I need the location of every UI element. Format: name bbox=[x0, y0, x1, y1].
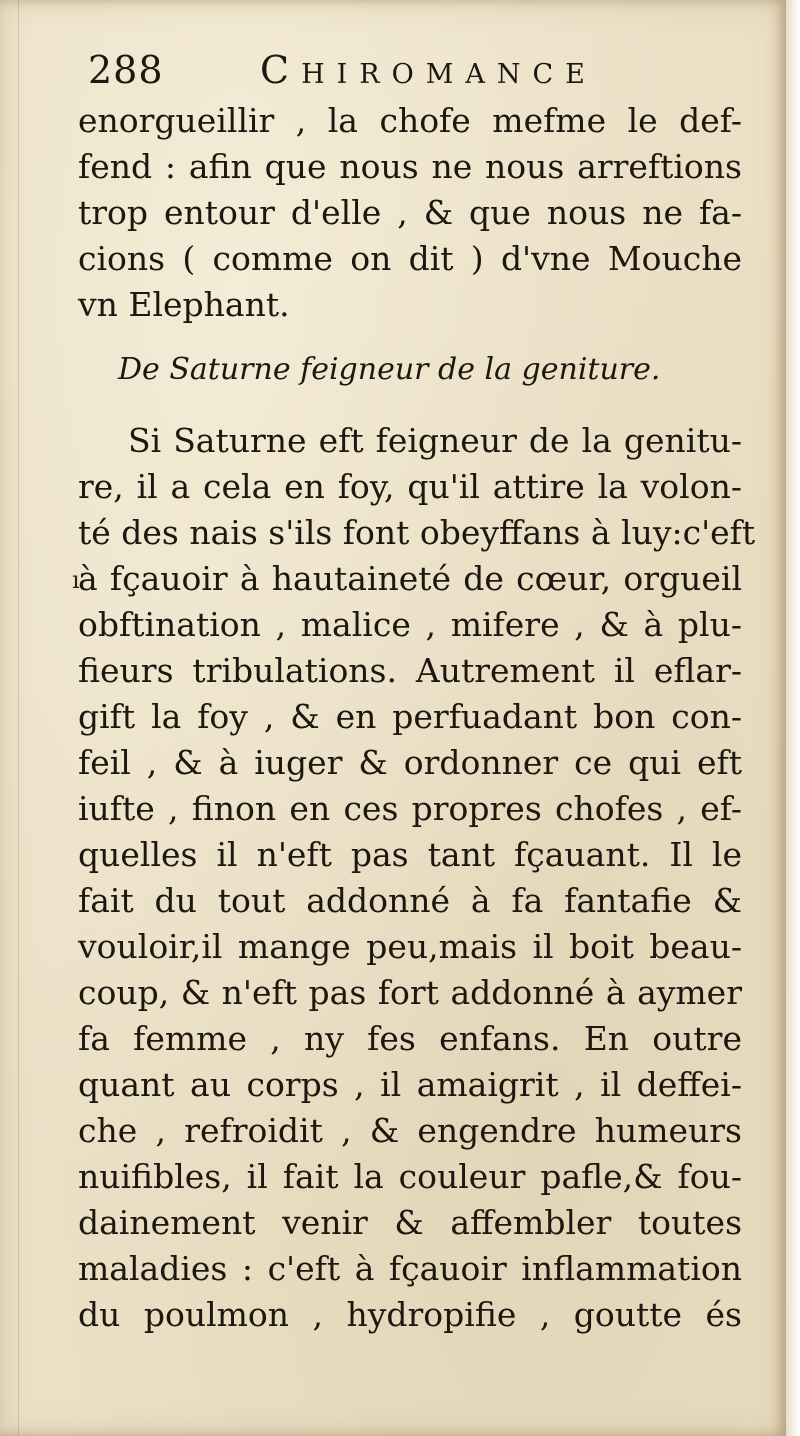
text-line: cions ( comme on dit ) d'vne Mouche bbox=[78, 239, 742, 278]
text-line: fieurs tribulations. Autrement il eflar- bbox=[78, 651, 742, 690]
page-number: 288 bbox=[88, 48, 164, 92]
text-line: enorgueillir , la chofe mefme le def- bbox=[78, 101, 742, 140]
text-line: dainement venir & affembler toutes bbox=[78, 1203, 742, 1242]
text-line: nuifibles, il fait la couleur pafle,& fou- bbox=[78, 1157, 742, 1196]
paragraph-continued bbox=[78, 98, 742, 328]
text-line: feil , & à iuger & ordonner ce qui eft bbox=[78, 743, 742, 782]
text-line: vn Elephant. bbox=[78, 285, 290, 324]
text-line: à fçauoir à hautaineté de cœur, orgueil bbox=[78, 559, 742, 598]
text-line: maladies : c'eft à fçauoir inflammation bbox=[78, 1249, 742, 1288]
text-line: che , refroidit , & engendre humeurs bbox=[78, 1111, 742, 1150]
text-line: trop entour d'elle , & que nous ne fa- bbox=[78, 193, 742, 232]
page-fold-line bbox=[18, 0, 19, 1436]
running-header bbox=[88, 48, 728, 98]
text-line: gift la foy , & en perfuadant bon con- bbox=[78, 697, 742, 736]
text-line: vouloir,il mange peu,mais il boit beau- bbox=[78, 927, 742, 966]
margin-mark: ı bbox=[72, 566, 80, 594]
running-title: Chiromance bbox=[260, 48, 597, 92]
text-line: iufte , finon en ces propres chofes , ef- bbox=[78, 789, 742, 828]
text-line: fait du tout addonné à fa fantafie & bbox=[78, 881, 742, 920]
paragraph-saturne bbox=[78, 418, 756, 1338]
text-line: Si Saturne eft feigneur de la genitu- bbox=[128, 421, 742, 460]
text-line: quant au corps , il amaigrit , il deffei- bbox=[78, 1065, 742, 1104]
text-line: obftination , malice , mifere , & à plu- bbox=[78, 605, 742, 644]
text-line: du poulmon , hydropifie , goutte és bbox=[78, 1295, 742, 1334]
text-line: re, il a cela en foy, qu'il attire la volon- bbox=[78, 467, 742, 506]
text-line: té des nais s'ils font obeyffans à luy:c'eft bbox=[78, 513, 756, 552]
section-heading: De Saturne feigneur de la geniture. bbox=[118, 352, 661, 387]
text-line: fend : afin que nous ne nous arreftions bbox=[78, 147, 742, 186]
page-edge bbox=[786, 0, 800, 1436]
text-line: coup, & n'eft pas fort addonné à aymer bbox=[78, 973, 742, 1012]
text-line: fa femme , ny fes enfans. En outre bbox=[78, 1019, 742, 1058]
text-line: quelles il n'eft pas tant fçauant. Il le bbox=[78, 835, 742, 874]
